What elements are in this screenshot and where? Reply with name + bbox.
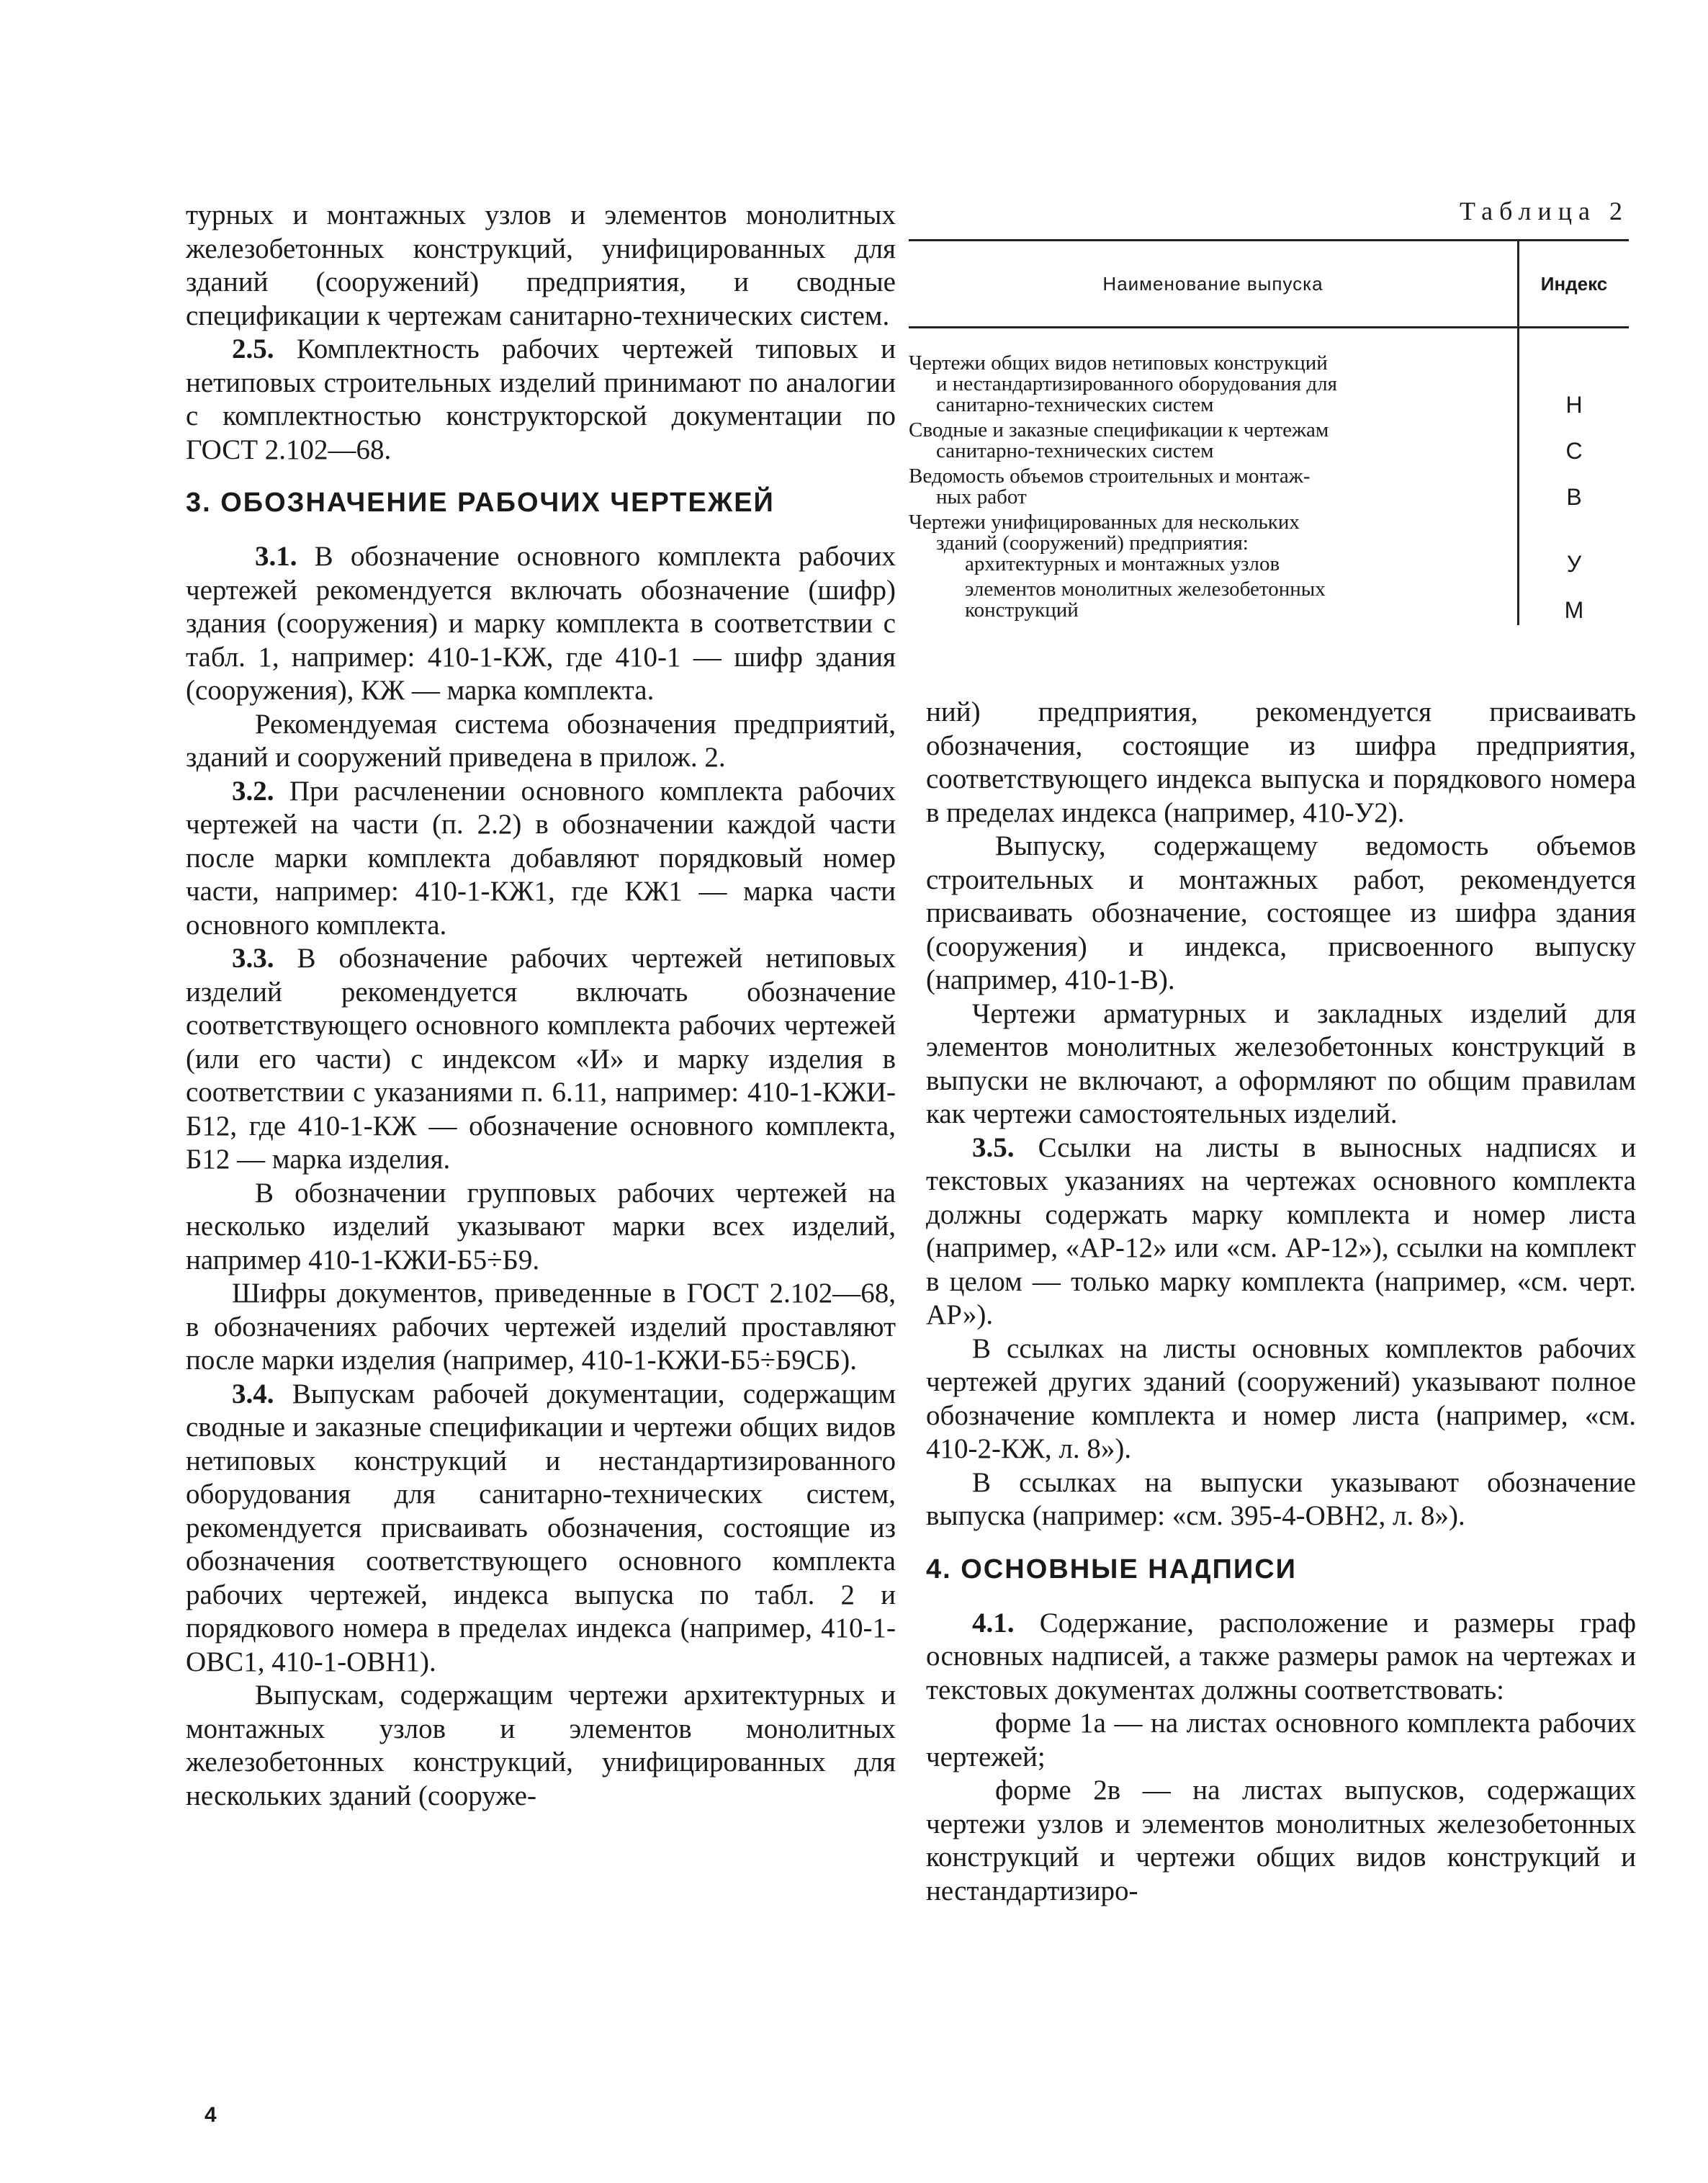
paragraph: В обозначении групповых рабочих чертежей на несколько изделий указывают марки всех изделий, например 410-1-КЖИ-Б5÷Б9. [186,1177,896,1276]
paragraph-3-2 [186,775,896,943]
table-row [909,420,1629,466]
paragraph: Выпуску, содержащему ведомость объемов строительных и монтажных работ, рекомендуется присваивать обозначение, состоящее из шифра здания (сооружения) и индекса, присвоенного выпуску (например, 410-1-В). [926,830,1636,995]
issue-name-cell [909,420,1519,466]
paragraph: Рекомендуемая система обозначения предприятий, зданий и сооружений приведена в прилож. 2. [186,708,896,773]
column-header-name: Наименование выпуска [909,241,1519,328]
table-row [909,512,1629,579]
paragraph: Шифры документов, приведенные в ГОСТ 2.102—68, в обозначениях рабочих чертежей изделий проставляют после марки изделия (например, 410-1-КЖИ-Б5÷Б9СБ). [186,1278,896,1376]
clause-number: 3.2. [232,775,274,807]
cell-line: санитарно-технических систем [936,393,1214,416]
clause-number: 3.1. [255,541,297,572]
section-heading-4: 4. ОСНОВНЫЕ НАДПИСИ [926,1554,1297,1584]
paragraph: Выпускам, содержащим чертежи архитектурных и монтажных узлов и элементов монолитных железобетонных конструкций, унифицированных для нескольких зданий (сооруже- [186,1680,896,1811]
issue-index-cell: В [1566,484,1582,510]
cell-line: Чертежи унифицированных для нескольких [909,511,1300,534]
section-heading-3: 3. ОБОЗНАЧЕНИЕ РАБОЧИХ ЧЕРТЕЖЕЙ [186,488,775,518]
paragraph: форме 1а — на листах основного комплекта рабочих чертежей; [926,1708,1636,1772]
issue-index-cell: У [1566,551,1582,577]
paragraph: ний) предприятия, рекомендуется присваивать обозначения, состоящие из шифра предприятия, соответствующего индекса выпуска и порядкового номера в пределах индекса (например, 410-У2). [926,696,1636,828]
cell-line: санитарно-технических систем [936,439,1214,462]
paragraph: форме 2в — на листах выпусков, содержащих чертежи узлов и элементов монолитных железобетонных конструкций и чертежи общих видов конструкций и нестандартизиро- [926,1775,1636,1906]
issue-index-cell: С [1565,438,1583,464]
clause-number: 4.1. [972,1607,1015,1639]
table-header-row [909,241,1629,328]
cell-line: конструкций [965,599,1079,622]
issue-name-cell [909,328,1519,421]
cell-line: и нестандартизированного оборудования для [936,372,1337,395]
clause-number: 3.3. [232,943,274,974]
paragraph: В ссылках на выпуски указывают обозначение выпуска (например: «см. 395-4-ОВН2, л. 8»). [926,1466,1636,1531]
paragraph-text: В обозначение основного комплекта рабочих чертежей рекомендуется включать обозначение (шифр) здания (сооружения) и марку комплекта в соответствии с табл. 1, например: 410-1-КЖ, где 410-1 — шифр здания (сооружения), КЖ — марка комплекта. [186,541,896,706]
paragraph-text: При расчленении основного комплекта рабочих чертежей на части (п. 2.2) в обозначении каждой части после марки комплекта добавляют порядковый номер части, например: 410-1-КЖ1, где КЖ1 — марка части основного комплекта. [186,775,896,941]
paragraph-text: Выпускам рабочей документации, содержащим сводные и заказные спецификации и чертежи общих видов нетиповых конструкций и нестандартизированного оборудования для санитарно-технических систем, рекомендуется присваивать обозначения, состоящие из обозначения соответствующего основного комплекта рабочих чертежей, индекса выпуска по табл. 2 и порядкового номера в пределах индекса (например, 410-1-ОВС1, 410-1-ОВН1). [186,1378,896,1677]
right-column [926,696,1636,1908]
clause-number: 2.5. [232,333,274,364]
paragraph-text: Комплектность рабочих чертежей типовых и нетиповых строительных изделий принимают по аналогии с комплектностью конструкторской документации по ГОСТ 2.102—68. [186,333,896,465]
paragraph-text: В обозначение рабочих чертежей нетиповых изделий рекомендуется включать обозначение соответствующего основного комплекта рабочих чертежей (или его части) с индексом «И» и марку изделия в соответствии с указаниями п. 6.11, например: 410-1-КЖИ-Б12, где 410-1-КЖ — обозначение основного комплекта, Б12 — марка изделия. [186,943,896,1175]
table-row [909,328,1629,421]
paragraph-text: Ссылки на листы в выносных надписях и текстовых указаниях на чертежах основного комплекта должны содержать марку комплекта и номер листа (например, «АР-12» или «см. АР-12»), ссылки на комплект в целом — только марку комплекта (например, «см. черт. АР»). [926,1131,1637,1330]
table-caption: Таблица 2 [1460,197,1629,225]
issue-name-cell [909,466,1519,512]
paragraph-3-3 [186,942,896,1177]
paragraph-2-5 [186,333,896,467]
table-row [909,579,1629,625]
paragraph-3-1 [186,540,896,708]
issue-name-cell [909,579,1519,625]
issue-index-table [909,239,1629,625]
paragraph-4-1 [926,1607,1636,1708]
paragraph-3-4 [186,1378,896,1680]
cell-line: архитектурных и монтажных узлов [965,552,1280,575]
paragraph-text: Содержание, расположение и размеры граф основных надписей, а также размеры рамок на чертежах и текстовых документах должны соответствовать: [926,1607,1636,1705]
cell-line: Сводные и заказные спецификации к чертежам [909,418,1329,441]
clause-number: 3.4. [232,1378,274,1409]
table-row [909,466,1629,512]
clause-number: 3.5. [972,1131,1015,1163]
cell-line: Ведомость объемов строительных и монтаж- [909,465,1311,488]
issue-index-cell: Н [1565,392,1583,418]
issue-index-cell: М [1564,597,1584,623]
page-number: 4 [204,2103,217,2127]
cell-line: ных работ [936,485,1027,508]
cell-line: элементов монолитных железобетонных [965,578,1326,601]
cell-line: зданий (сооружений) предприятия: [936,532,1249,555]
paragraph: турных и монтажных узлов и элементов монолитных железобетонных конструкций, унифицированных для зданий (сооружений) предприятия, и сводные спецификации к чертежам санитарно-технических систем. [186,200,896,331]
table-2 [909,193,1629,625]
paragraph: Чертежи арматурных и закладных изделий для элементов монолитных железобетонных конструкций в выпуски не включают, а оформляют по общим правилам как чертежи самостоятельных изделий. [926,998,1636,1129]
column-header-index: Индекс [1519,241,1630,328]
paragraph: В ссылках на листы основных комплектов рабочих чертежей других зданий (сооружений) указывают полное обозначение комплекта и номер листа (например, «см. 410-2-КЖ, л. 8»). [926,1332,1636,1464]
left-column [186,199,896,1813]
paragraph-3-5 [926,1131,1636,1332]
issue-name-cell [909,512,1519,579]
cell-line: Чертежи общих видов нетиповых конструкций [909,351,1328,375]
